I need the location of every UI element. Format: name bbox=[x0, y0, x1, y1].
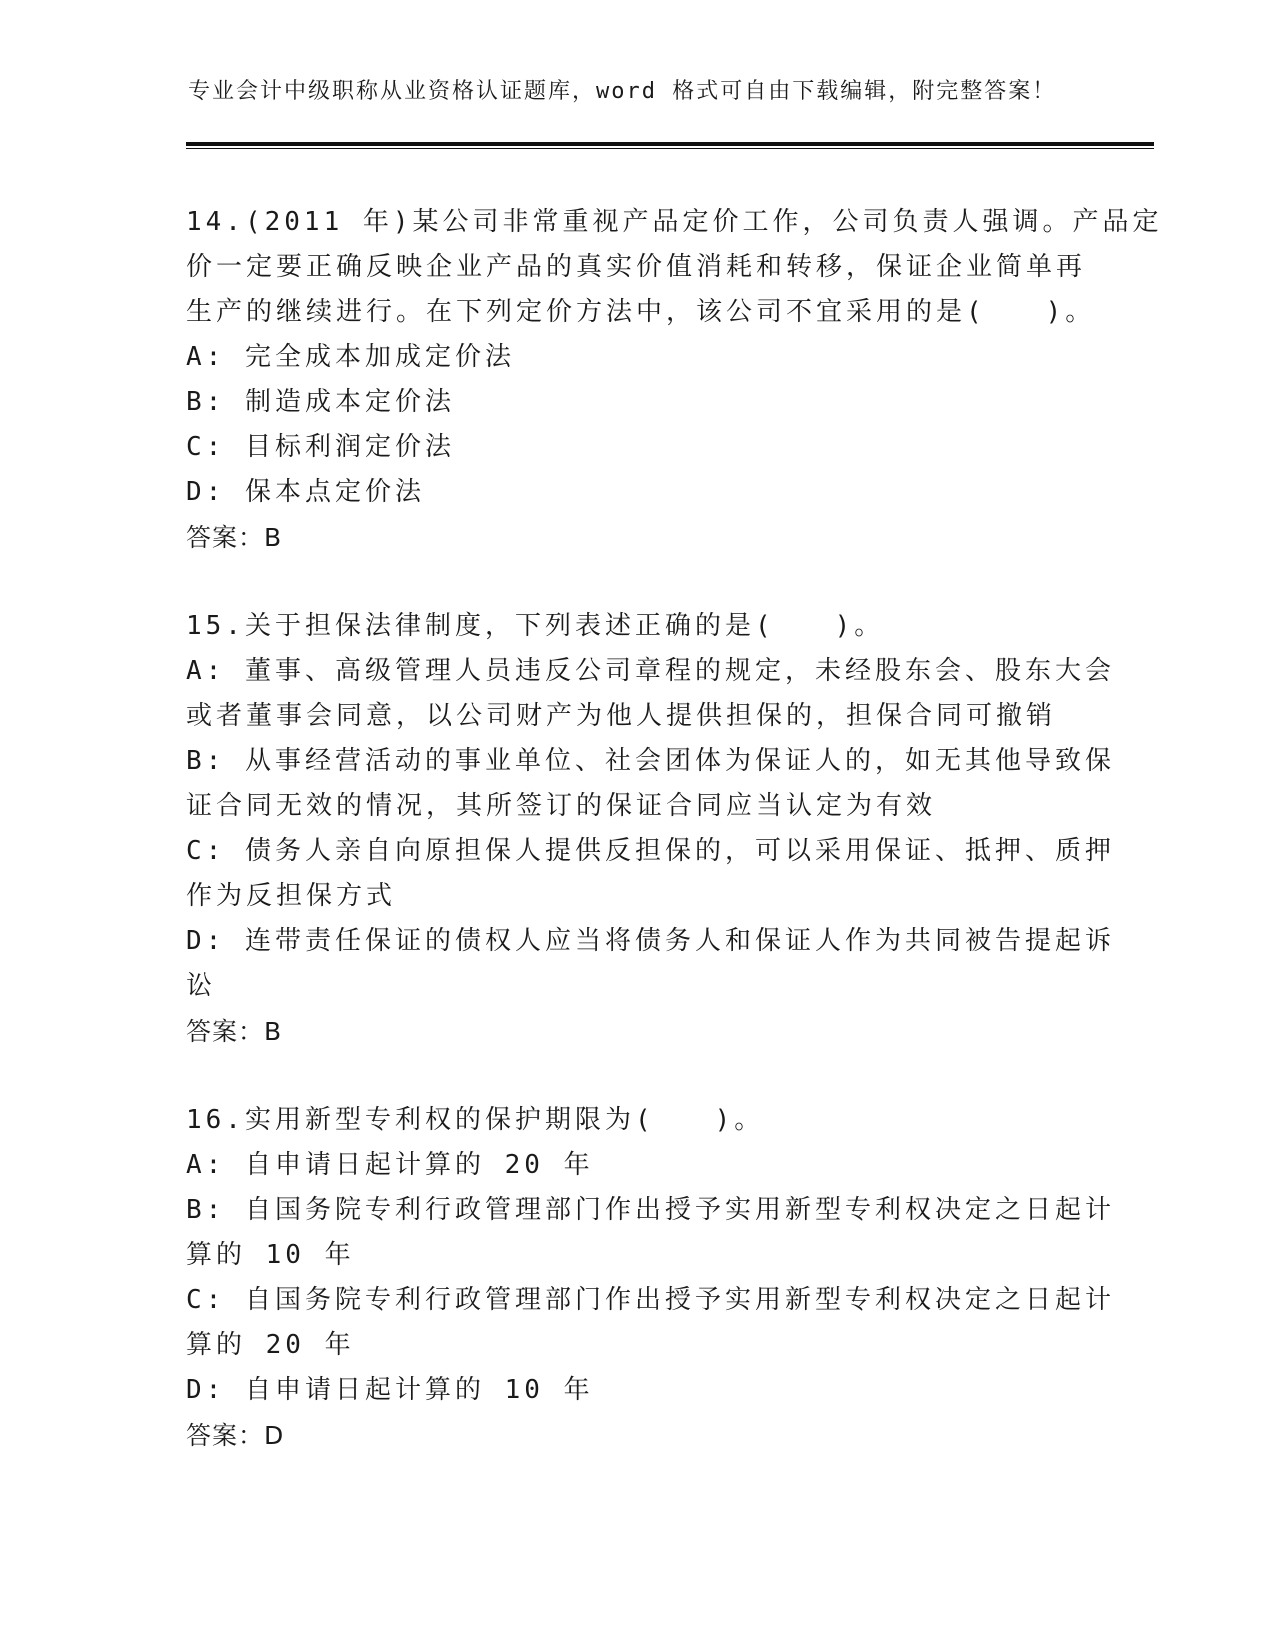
option-c: C: 目标利润定价法 bbox=[186, 432, 455, 462]
question-stem: 价一定要正确反映企业产品的真实价值消耗和转移，保证企业简单再 bbox=[186, 252, 1087, 282]
answer-line: 答案：D bbox=[186, 1421, 285, 1450]
option-c-continued: 算的 20 年 bbox=[186, 1330, 355, 1360]
option-d-continued: 讼 bbox=[186, 971, 217, 1001]
question-stem: 14.(2011 年)某公司非常重视产品定价工作，公司负责人强调。产品定 bbox=[186, 207, 1163, 237]
option-c: C: 自国务院专利行政管理部门作出授予实用新型专利权决定之日起计 bbox=[186, 1285, 1115, 1315]
option-b: B: 自国务院专利行政管理部门作出授予实用新型专利权决定之日起计 bbox=[186, 1195, 1115, 1225]
header-divider-thick bbox=[186, 142, 1154, 146]
option-d: D: 自申请日起计算的 10 年 bbox=[186, 1375, 594, 1405]
option-c-continued: 作为反担保方式 bbox=[186, 881, 397, 911]
option-a: A: 完全成本加成定价法 bbox=[186, 342, 515, 372]
answer-line: 答案：B bbox=[186, 1017, 283, 1046]
header-divider-thin bbox=[186, 148, 1154, 149]
question-list bbox=[186, 200, 1163, 1502]
option-a-continued: 或者董事会同意，以公司财产为他人提供担保的，担保合同可撤销 bbox=[186, 701, 1057, 731]
option-a: A: 自申请日起计算的 20 年 bbox=[186, 1150, 594, 1180]
question-15 bbox=[186, 604, 1115, 1054]
option-b: B: 制造成本定价法 bbox=[186, 387, 455, 417]
option-d: D: 保本点定价法 bbox=[186, 477, 425, 507]
question-stem: 16.实用新型专利权的保护期限为( )。 bbox=[186, 1105, 765, 1135]
option-c: C: 债务人亲自向原担保人提供反担保的，可以采用保证、抵押、质押 bbox=[186, 836, 1115, 866]
option-b: B: 从事经营活动的事业单位、社会团体为保证人的，如无其他导致保 bbox=[186, 746, 1115, 776]
option-b-continued: 算的 10 年 bbox=[186, 1240, 355, 1270]
question-16 bbox=[186, 1098, 1115, 1458]
option-b-continued: 证合同无效的情况，其所签订的保证合同应当认定为有效 bbox=[186, 791, 937, 821]
page-header: 专业会计中级职称从业资格认证题库，word 格式可自由下载编辑，附完整答案！ bbox=[188, 79, 1057, 104]
option-a: A: 董事、高级管理人员违反公司章程的规定，未经股东会、股东大会 bbox=[186, 656, 1115, 686]
option-d: D: 连带责任保证的债权人应当将债务人和保证人作为共同被告提起诉 bbox=[186, 926, 1115, 956]
answer-line: 答案：B bbox=[186, 523, 283, 552]
question-stem: 15.关于担保法律制度，下列表述正确的是( )。 bbox=[186, 611, 885, 641]
question-stem: 生产的继续进行。在下列定价方法中，该公司不宜采用的是( )。 bbox=[186, 297, 1096, 327]
header-divider bbox=[186, 142, 1154, 149]
question-14 bbox=[186, 200, 1163, 560]
